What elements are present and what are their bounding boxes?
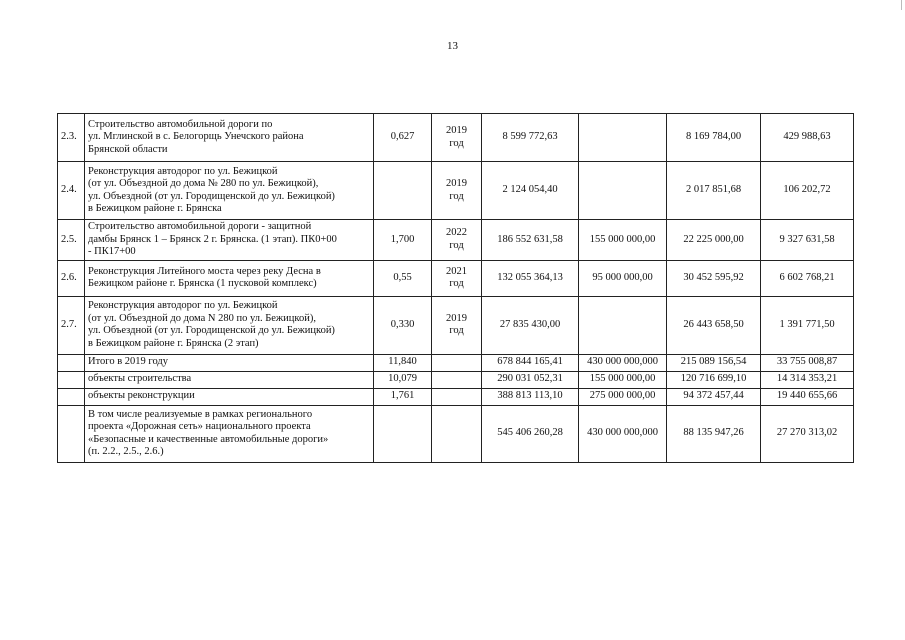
total-amount-cell: 8 599 772,63 [482, 114, 579, 162]
local-amount-cell: 429 988,63 [761, 114, 854, 162]
object-name-cell: В том числе реализуемые в рамках регионального проекта «Дорожная сеть» национального проекта «Безопасные и качественные автомобильные дороги» (п. 2.2., 2.5., 2.6.) [85, 405, 374, 462]
local-amount-cell: 14 314 353,21 [761, 371, 854, 388]
total-amount-cell: 290 031 052,31 [482, 371, 579, 388]
object-name-cell: Реконструкция Литейного моста через реку Десна в Бежицком районе г. Брянска (1 пусковой комплекс) [85, 260, 374, 296]
regional-amount-cell: 30 452 595,92 [667, 260, 761, 296]
length-km-cell: 11,840 [374, 354, 432, 371]
federal-amount-cell [579, 162, 667, 220]
object-name-cell: объекты реконструкции [85, 388, 374, 405]
federal-amount-cell [579, 296, 667, 354]
object-name-cell: объекты строительства [85, 371, 374, 388]
total-amount-cell: 545 406 260,28 [482, 405, 579, 462]
total-amount-cell: 2 124 054,40 [482, 162, 579, 220]
year-cell [432, 388, 482, 405]
regional-amount-cell: 94 372 457,44 [667, 388, 761, 405]
object-name-cell: Строительство автомобильной дороги по ул. Мглинской в с. Белогорщь Унечского района Брянской области [85, 114, 374, 162]
budget-table [57, 113, 854, 463]
row-number-cell: 2.5. [58, 220, 85, 261]
regional-amount-cell: 2 017 851,68 [667, 162, 761, 220]
year-cell [432, 371, 482, 388]
table-row [58, 371, 854, 388]
table-row [58, 114, 854, 162]
page-number: 13 [447, 40, 458, 52]
total-amount-cell: 186 552 631,58 [482, 220, 579, 261]
federal-amount-cell: 430 000 000,000 [579, 354, 667, 371]
object-name-cell: Строительство автомобильной дороги - защитной дамбы Брянск 1 – Брянск 2 г. Брянска. (1 этап). ПК0+00 - ПК17+00 [85, 220, 374, 261]
object-name-cell: Итого в 2019 году [85, 354, 374, 371]
regional-amount-cell: 22 225 000,00 [667, 220, 761, 261]
row-number-cell: 2.6. [58, 260, 85, 296]
federal-amount-cell: 95 000 000,00 [579, 260, 667, 296]
total-amount-cell: 678 844 165,41 [482, 354, 579, 371]
regional-amount-cell: 120 716 699,10 [667, 371, 761, 388]
local-amount-cell: 106 202,72 [761, 162, 854, 220]
federal-amount-cell: 155 000 000,00 [579, 371, 667, 388]
length-km-cell: 10,079 [374, 371, 432, 388]
row-number-cell [58, 388, 85, 405]
table-row [58, 162, 854, 220]
local-amount-cell: 9 327 631,58 [761, 220, 854, 261]
row-number-cell [58, 371, 85, 388]
local-amount-cell: 27 270 313,02 [761, 405, 854, 462]
table-row [58, 388, 854, 405]
row-number-cell: 2.7. [58, 296, 85, 354]
total-amount-cell: 388 813 113,10 [482, 388, 579, 405]
length-km-cell: 1,700 [374, 220, 432, 261]
local-amount-cell: 6 602 768,21 [761, 260, 854, 296]
length-km-cell: 0,330 [374, 296, 432, 354]
local-amount-cell: 33 755 008,87 [761, 354, 854, 371]
federal-amount-cell [579, 114, 667, 162]
table-row [58, 354, 854, 371]
row-number-cell: 2.4. [58, 162, 85, 220]
table-row [58, 260, 854, 296]
table-row [58, 220, 854, 261]
table-row [58, 296, 854, 354]
federal-amount-cell: 275 000 000,00 [579, 388, 667, 405]
total-amount-cell: 132 055 364,13 [482, 260, 579, 296]
local-amount-cell: 19 440 655,66 [761, 388, 854, 405]
federal-amount-cell: 430 000 000,000 [579, 405, 667, 462]
local-amount-cell: 1 391 771,50 [761, 296, 854, 354]
year-cell: 2021 год [432, 260, 482, 296]
year-cell: 2019 год [432, 162, 482, 220]
length-km-cell: 0,627 [374, 114, 432, 162]
regional-amount-cell: 26 443 658,50 [667, 296, 761, 354]
total-amount-cell: 27 835 430,00 [482, 296, 579, 354]
table-body [58, 114, 854, 463]
regional-amount-cell: 88 135 947,26 [667, 405, 761, 462]
length-km-cell [374, 405, 432, 462]
year-cell: 2022 год [432, 220, 482, 261]
row-number-cell [58, 405, 85, 462]
row-number-cell [58, 354, 85, 371]
length-km-cell: 1,761 [374, 388, 432, 405]
table-row [58, 405, 854, 462]
federal-amount-cell: 155 000 000,00 [579, 220, 667, 261]
object-name-cell: Реконструкция автодорог по ул. Бежицкой (от ул. Объездной до дома № 280 по ул. Бежицкой), ул. Объездной (от ул. Городищенской до ул. Бежицкой) в Бежицком районе г. Брянска [85, 162, 374, 220]
row-number-cell: 2.3. [58, 114, 85, 162]
regional-amount-cell: 215 089 156,54 [667, 354, 761, 371]
year-cell [432, 405, 482, 462]
edge-mark [901, 0, 902, 10]
length-km-cell [374, 162, 432, 220]
year-cell: 2019 год [432, 296, 482, 354]
year-cell: 2019 год [432, 114, 482, 162]
year-cell [432, 354, 482, 371]
object-name-cell: Реконструкция автодорог по ул. Бежицкой (от ул. Объездной до дома N 280 по ул. Бежицкой), ул. Объездной (от ул. Городищенской до ул. Бежицкой) в Бежицком районе г. Брянска (2 этап) [85, 296, 374, 354]
regional-amount-cell: 8 169 784,00 [667, 114, 761, 162]
length-km-cell: 0,55 [374, 260, 432, 296]
